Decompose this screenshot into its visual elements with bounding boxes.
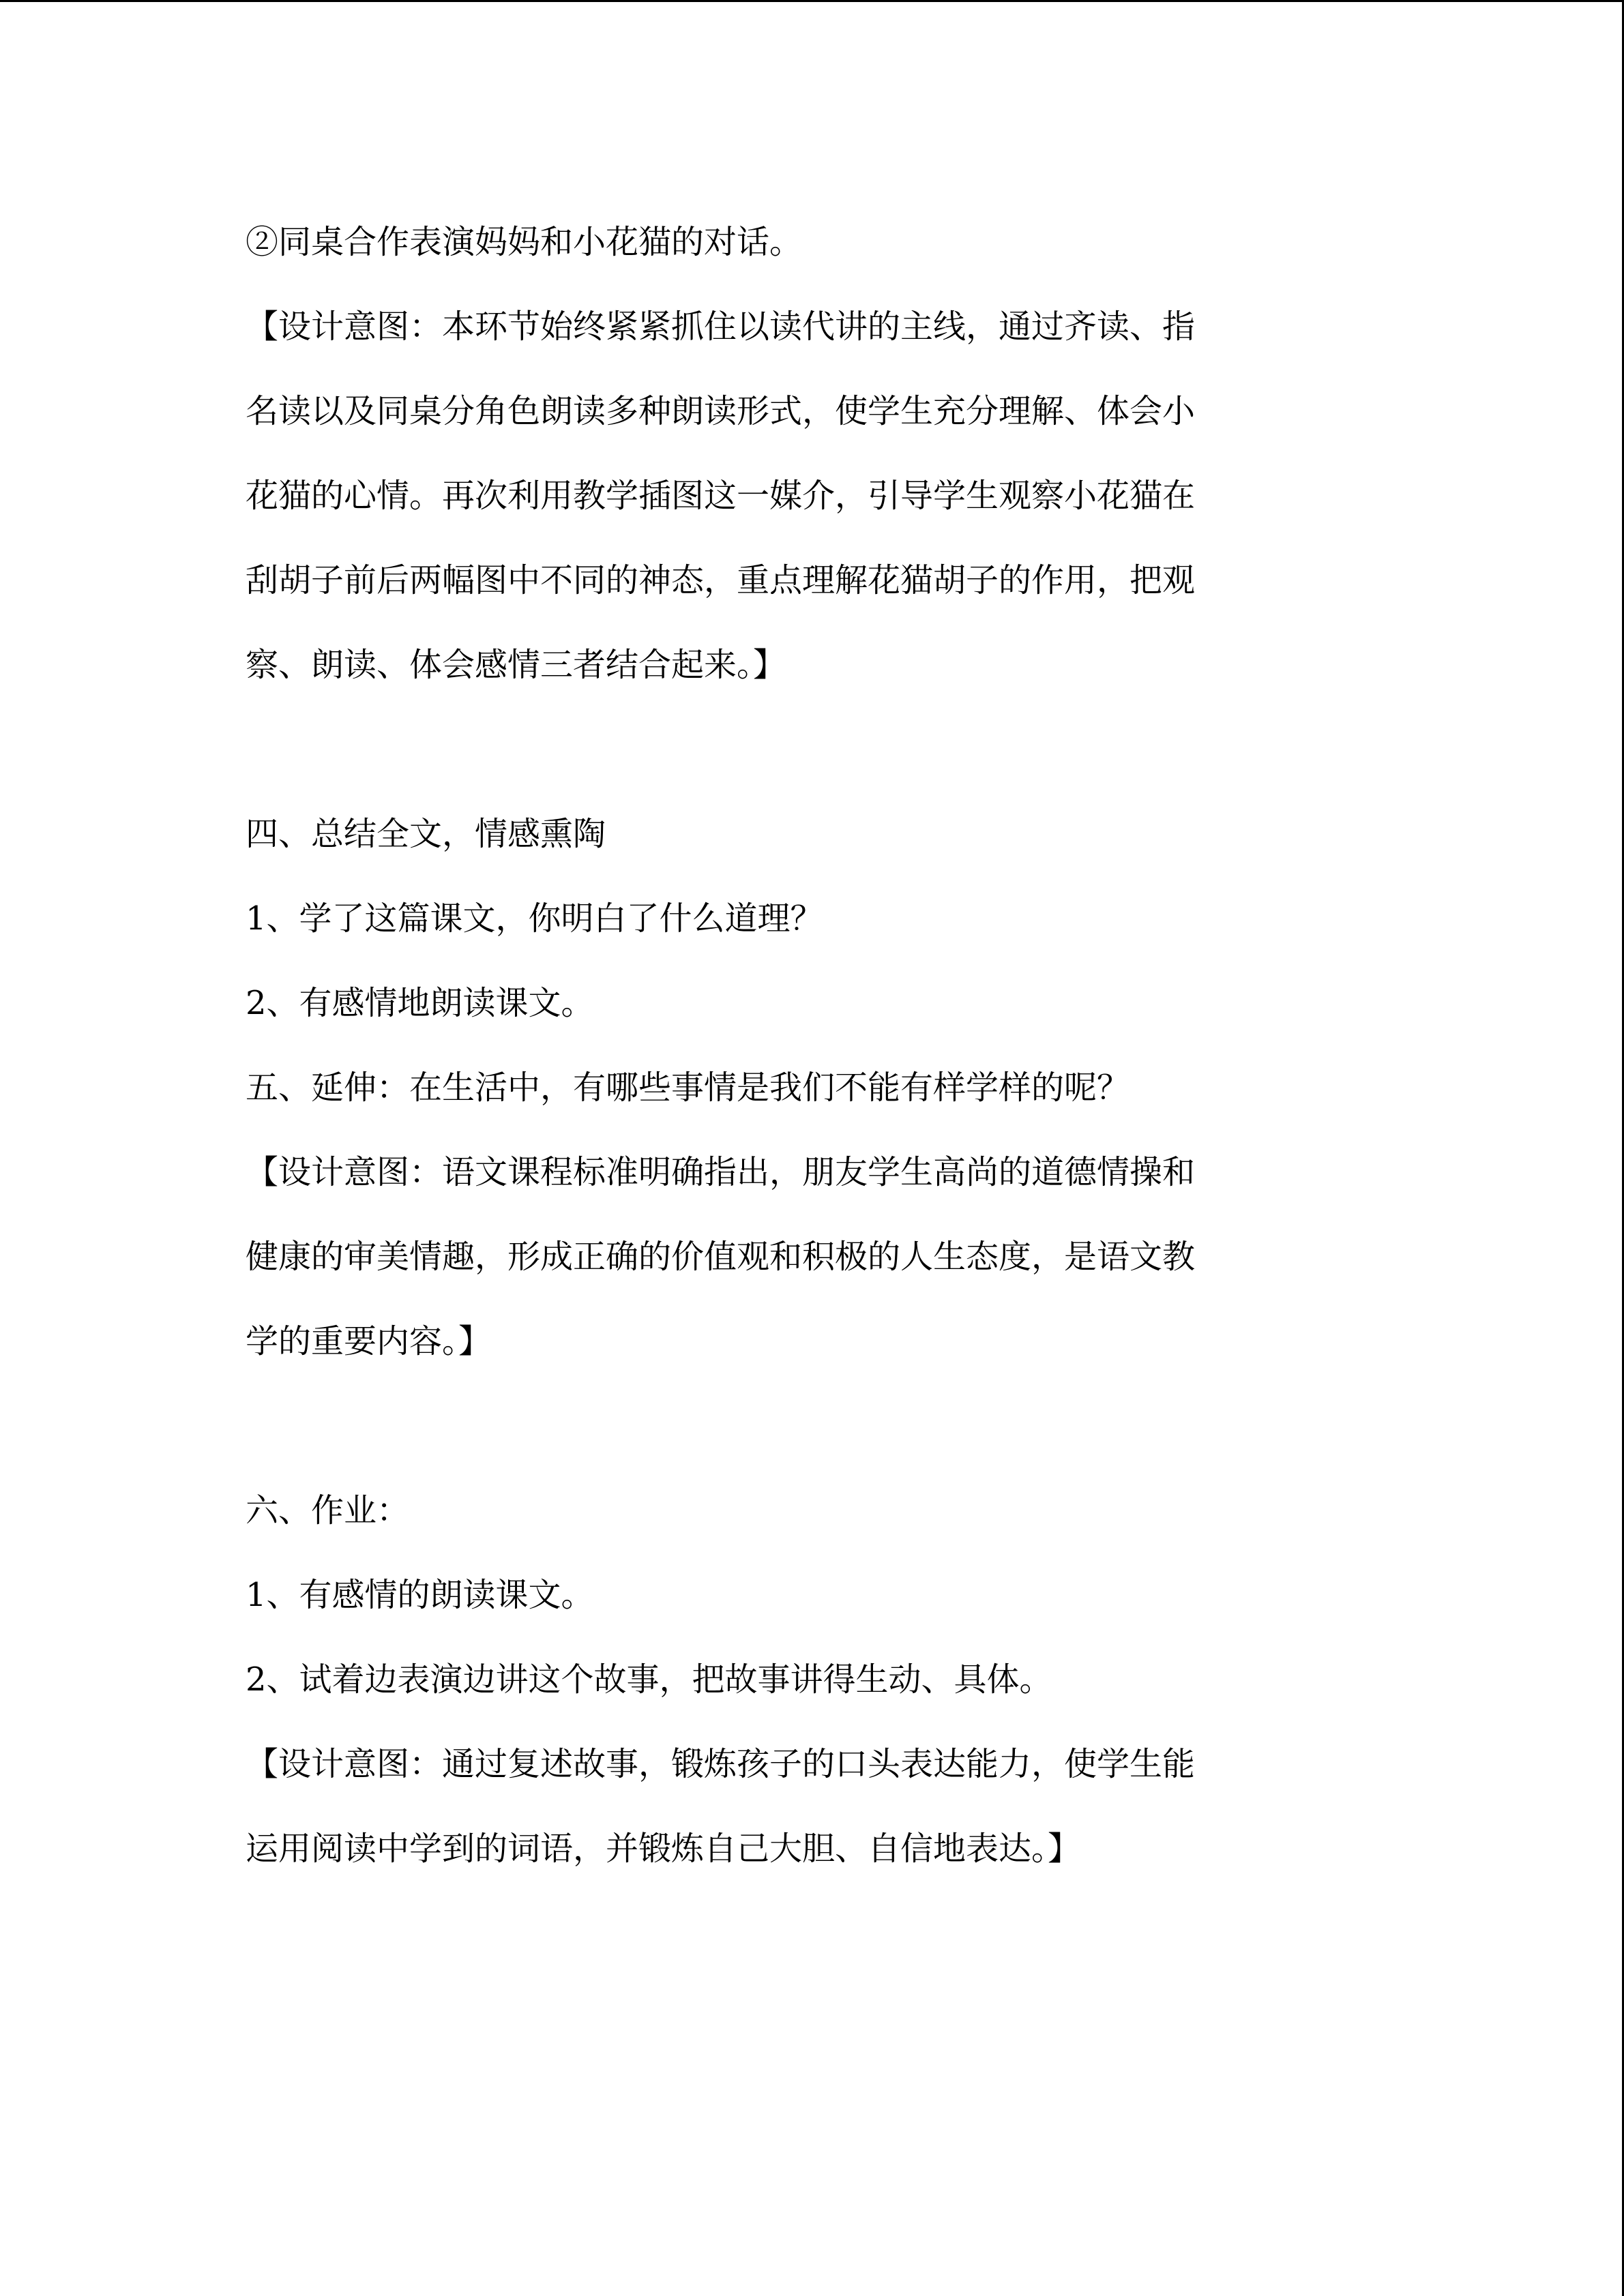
blank-line — [246, 1384, 1357, 1468]
section-5-heading: 五、延伸：在生活中，有哪些事情是我们不能有样学样的呢？ — [246, 1069, 1130, 1107]
document-body — [246, 200, 1357, 1891]
design-note-1-line-1: 【设计意图：本环节始终紧紧抓住以读代讲的主线，通过齐读、指 — [246, 308, 1196, 346]
design-note-2 — [246, 1130, 1357, 1384]
design-note-1-line-2: 名读以及同桌分角色朗读多种朗读形式，使学生充分理解、体会小 — [246, 392, 1196, 430]
section-4-item-2: 2、有感情地朗读课文。 — [246, 984, 594, 1022]
section-6-item-1: 1、有感情的朗读课文。 — [246, 1576, 594, 1614]
design-note-1 — [246, 284, 1357, 707]
design-note-3-line-1: 【设计意图：通过复述故事，锻炼孩子的口头表达能力，使学生能 — [246, 1745, 1196, 1783]
design-note-3-line-2: 运用阅读中学到的词语，并锻炼自己大胆、自信地表达。】 — [246, 1830, 1081, 1868]
design-note-3 — [246, 1722, 1357, 1891]
design-note-1-line-3: 花猫的心情。再次利用教学插图这一媒介，引导学生观察小花猫在 — [246, 477, 1196, 515]
blank-line — [246, 707, 1357, 792]
section-4-heading: 四、总结全文，情感熏陶 — [246, 815, 606, 853]
design-note-1-line-4: 刮胡子前后两幅图中不同的神态，重点理解花猫胡子的作用，把观 — [246, 561, 1196, 599]
design-note-2-line-2: 健康的审美情趣，形成正确的价值观和积极的人生态度，是语文教 — [246, 1238, 1196, 1276]
design-note-1-line-5: 察、朗读、体会感情三者结合起来。】 — [246, 646, 786, 684]
paragraph-role-play: ②同桌合作表演妈妈和小花猫的对话。 — [246, 223, 803, 261]
design-note-2-line-3: 学的重要内容。】 — [246, 1322, 492, 1360]
design-note-2-line-1: 【设计意图：语文课程标准明确指出，朋友学生高尚的道德情操和 — [246, 1153, 1196, 1191]
section-6-heading: 六、作业： — [246, 1491, 410, 1530]
section-6-item-2: 2、试着边表演边讲这个故事，把故事讲得生动、具体。 — [246, 1660, 1052, 1699]
section-4-item-1: 1、学了这篇课文，你明白了什么道理？ — [246, 899, 823, 938]
